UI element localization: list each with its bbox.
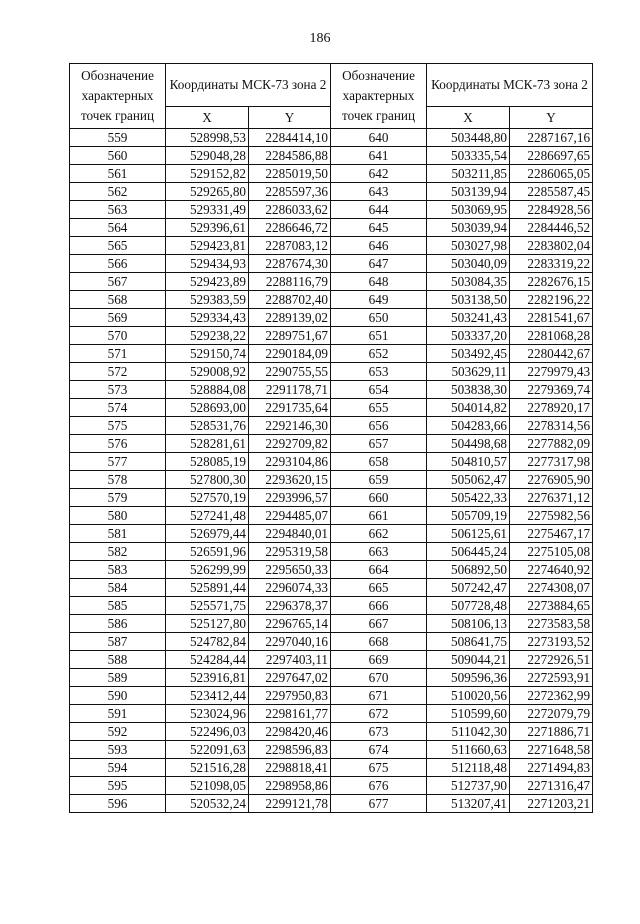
- cell-y-right: 2287167,16: [510, 129, 593, 147]
- cell-y-left: 2297647,02: [249, 669, 331, 687]
- cell-y-right: 2279979,43: [510, 363, 593, 381]
- cell-point-right: 649: [331, 291, 427, 309]
- table-row: [70, 183, 593, 201]
- table-row: [70, 561, 593, 579]
- cell-x-right: 503027,98: [427, 237, 510, 255]
- cell-point-right: 667: [331, 615, 427, 633]
- cell-y-left: 2298958,86: [249, 777, 331, 795]
- cell-x-right: 511042,30: [427, 723, 510, 741]
- cell-x-left: 529423,89: [166, 273, 249, 291]
- cell-y-right: 2271494,83: [510, 759, 593, 777]
- cell-point-right: 676: [331, 777, 427, 795]
- cell-point-right: 670: [331, 669, 427, 687]
- cell-x-right: 503138,50: [427, 291, 510, 309]
- cell-y-right: 2276371,12: [510, 489, 593, 507]
- cell-x-right: 503629,11: [427, 363, 510, 381]
- cell-point-left: 563: [70, 201, 166, 219]
- cell-point-right: 668: [331, 633, 427, 651]
- cell-x-right: 510020,56: [427, 687, 510, 705]
- cell-x-right: 503838,30: [427, 381, 510, 399]
- cell-x-right: 504498,68: [427, 435, 510, 453]
- cell-point-right: 672: [331, 705, 427, 723]
- cell-x-right: 511660,63: [427, 741, 510, 759]
- cell-y-right: 2273193,52: [510, 633, 593, 651]
- table-row: [70, 471, 593, 489]
- table-row: [70, 597, 593, 615]
- cell-y-right: 2280442,67: [510, 345, 593, 363]
- cell-point-right: 675: [331, 759, 427, 777]
- cell-x-right: 506445,24: [427, 543, 510, 561]
- cell-y-right: 2281068,28: [510, 327, 593, 345]
- cell-x-left: 528531,76: [166, 417, 249, 435]
- table-row: [70, 309, 593, 327]
- cell-x-left: 520532,24: [166, 795, 249, 813]
- table-row: [70, 363, 593, 381]
- cell-point-right: 655: [331, 399, 427, 417]
- table-row: [70, 453, 593, 471]
- cell-x-right: 506125,61: [427, 525, 510, 543]
- coords-header-left: Координаты МСК-73 зона 2: [166, 64, 331, 107]
- table-row: [70, 687, 593, 705]
- table-row: [70, 741, 593, 759]
- cell-point-left: 569: [70, 309, 166, 327]
- cell-point-right: 657: [331, 435, 427, 453]
- cell-x-left: 528693,00: [166, 399, 249, 417]
- cell-point-right: 661: [331, 507, 427, 525]
- cell-x-left: 529048,28: [166, 147, 249, 165]
- cell-point-left: 585: [70, 597, 166, 615]
- cell-y-right: 2284446,52: [510, 219, 593, 237]
- table-row: [70, 633, 593, 651]
- table-row: [70, 615, 593, 633]
- cell-y-left: 2291735,64: [249, 399, 331, 417]
- cell-y-left: 2292146,30: [249, 417, 331, 435]
- cell-point-left: 561: [70, 165, 166, 183]
- cell-y-left: 2298818,41: [249, 759, 331, 777]
- cell-x-left: 529152,82: [166, 165, 249, 183]
- cell-x-left: 529434,93: [166, 255, 249, 273]
- table-row: [70, 165, 593, 183]
- cell-x-left: 528998,53: [166, 129, 249, 147]
- cell-point-right: 646: [331, 237, 427, 255]
- cell-y-left: 2299121,78: [249, 795, 331, 813]
- table-row: [70, 345, 593, 363]
- cell-point-left: 590: [70, 687, 166, 705]
- cell-y-left: 2298596,83: [249, 741, 331, 759]
- cell-y-left: 2295319,58: [249, 543, 331, 561]
- cell-y-left: 2290184,09: [249, 345, 331, 363]
- cell-y-left: 2296765,14: [249, 615, 331, 633]
- cell-point-right: 664: [331, 561, 427, 579]
- cell-y-left: 2286033,62: [249, 201, 331, 219]
- cell-point-right: 659: [331, 471, 427, 489]
- table-row: [70, 147, 593, 165]
- table-row: [70, 723, 593, 741]
- cell-y-left: 2285019,50: [249, 165, 331, 183]
- cell-y-right: 2286697,65: [510, 147, 593, 165]
- cell-point-left: 591: [70, 705, 166, 723]
- table-row: [70, 507, 593, 525]
- cell-x-left: 526591,96: [166, 543, 249, 561]
- cell-x-left: 521098,05: [166, 777, 249, 795]
- cell-point-left: 571: [70, 345, 166, 363]
- cell-point-right: 640: [331, 129, 427, 147]
- cell-point-left: 592: [70, 723, 166, 741]
- cell-x-right: 506892,50: [427, 561, 510, 579]
- cell-point-right: 647: [331, 255, 427, 273]
- cell-y-left: 2284414,10: [249, 129, 331, 147]
- cell-point-left: 593: [70, 741, 166, 759]
- cell-x-right: 508106,13: [427, 615, 510, 633]
- cell-y-left: 2291178,71: [249, 381, 331, 399]
- cell-y-right: 2273583,58: [510, 615, 593, 633]
- table-row: [70, 237, 593, 255]
- cell-y-left: 2293996,57: [249, 489, 331, 507]
- cell-point-right: 642: [331, 165, 427, 183]
- table-row: [70, 579, 593, 597]
- table-row: [70, 489, 593, 507]
- y-header-right: Y: [510, 106, 593, 128]
- cell-y-right: 2283319,22: [510, 255, 593, 273]
- cell-x-right: 512737,90: [427, 777, 510, 795]
- cell-x-left: 522091,63: [166, 741, 249, 759]
- cell-y-right: 2271886,71: [510, 723, 593, 741]
- x-header-right: X: [427, 106, 510, 128]
- cell-x-right: 503084,35: [427, 273, 510, 291]
- cell-x-right: 504283,66: [427, 417, 510, 435]
- cell-y-right: 2278314,56: [510, 417, 593, 435]
- cell-y-left: 2292709,82: [249, 435, 331, 453]
- cell-point-right: 651: [331, 327, 427, 345]
- cell-x-right: 503139,94: [427, 183, 510, 201]
- cell-point-right: 662: [331, 525, 427, 543]
- cell-y-left: 2287674,30: [249, 255, 331, 273]
- table-header: [70, 64, 593, 129]
- cell-point-right: 654: [331, 381, 427, 399]
- cell-point-left: 573: [70, 381, 166, 399]
- cell-point-left: 586: [70, 615, 166, 633]
- cell-point-left: 595: [70, 777, 166, 795]
- page-number: 186: [309, 31, 331, 46]
- cell-y-left: 2290755,55: [249, 363, 331, 381]
- cell-x-left: 524782,84: [166, 633, 249, 651]
- cell-y-right: 2281541,67: [510, 309, 593, 327]
- cell-y-right: 2271316,47: [510, 777, 593, 795]
- cell-x-right: 507728,48: [427, 597, 510, 615]
- cell-x-right: 504810,57: [427, 453, 510, 471]
- cell-x-left: 522496,03: [166, 723, 249, 741]
- cell-x-right: 503039,94: [427, 219, 510, 237]
- cell-y-right: 2272362,99: [510, 687, 593, 705]
- cell-point-left: 560: [70, 147, 166, 165]
- cell-x-left: 529008,92: [166, 363, 249, 381]
- coordinates-table: [69, 63, 593, 813]
- cell-y-right: 2271203,21: [510, 795, 593, 813]
- cell-x-right: 505062,47: [427, 471, 510, 489]
- table-row: [70, 399, 593, 417]
- cell-point-right: 641: [331, 147, 427, 165]
- cell-y-right: 2276905,90: [510, 471, 593, 489]
- cell-point-right: 650: [331, 309, 427, 327]
- cell-point-left: 596: [70, 795, 166, 813]
- cell-y-right: 2285587,45: [510, 183, 593, 201]
- cell-point-left: 575: [70, 417, 166, 435]
- cell-point-left: 576: [70, 435, 166, 453]
- cell-point-left: 574: [70, 399, 166, 417]
- cell-point-left: 559: [70, 129, 166, 147]
- cell-point-right: 669: [331, 651, 427, 669]
- cell-y-left: 2289751,67: [249, 327, 331, 345]
- cell-x-left: 526299,99: [166, 561, 249, 579]
- cell-y-left: 2297040,16: [249, 633, 331, 651]
- cell-x-left: 527800,30: [166, 471, 249, 489]
- cell-y-left: 2288702,40: [249, 291, 331, 309]
- cell-x-right: 503040,09: [427, 255, 510, 273]
- cell-y-right: 2286065,05: [510, 165, 593, 183]
- cell-y-left: 2284586,88: [249, 147, 331, 165]
- cell-x-left: 529331,49: [166, 201, 249, 219]
- cell-point-left: 568: [70, 291, 166, 309]
- cell-x-right: 512118,48: [427, 759, 510, 777]
- cell-point-left: 588: [70, 651, 166, 669]
- cell-point-left: 572: [70, 363, 166, 381]
- cell-point-left: 587: [70, 633, 166, 651]
- cell-y-left: 2286646,72: [249, 219, 331, 237]
- cell-x-left: 527570,19: [166, 489, 249, 507]
- table-row: [70, 543, 593, 561]
- cell-x-left: 523024,96: [166, 705, 249, 723]
- cell-x-left: 529265,80: [166, 183, 249, 201]
- cell-y-right: 2272926,51: [510, 651, 593, 669]
- cell-x-left: 529423,81: [166, 237, 249, 255]
- cell-x-right: 513207,41: [427, 795, 510, 813]
- cell-point-right: 665: [331, 579, 427, 597]
- cell-x-right: 503241,43: [427, 309, 510, 327]
- cell-point-right: 677: [331, 795, 427, 813]
- cell-y-right: 2283802,04: [510, 237, 593, 255]
- cell-y-right: 2282676,15: [510, 273, 593, 291]
- cell-y-right: 2282196,22: [510, 291, 593, 309]
- cell-x-left: 529334,43: [166, 309, 249, 327]
- cell-point-left: 589: [70, 669, 166, 687]
- cell-point-right: 656: [331, 417, 427, 435]
- cell-point-left: 582: [70, 543, 166, 561]
- cell-point-right: 673: [331, 723, 427, 741]
- cell-y-left: 2287083,12: [249, 237, 331, 255]
- cell-x-left: 528884,08: [166, 381, 249, 399]
- cell-x-left: 527241,48: [166, 507, 249, 525]
- cell-y-left: 2288116,79: [249, 273, 331, 291]
- cell-point-right: 660: [331, 489, 427, 507]
- table-row: [70, 705, 593, 723]
- cell-point-left: 565: [70, 237, 166, 255]
- cell-y-left: 2297950,83: [249, 687, 331, 705]
- cell-x-right: 505709,19: [427, 507, 510, 525]
- cell-point-left: 564: [70, 219, 166, 237]
- cell-x-left: 524284,44: [166, 651, 249, 669]
- cell-y-left: 2295650,33: [249, 561, 331, 579]
- table-row: [70, 201, 593, 219]
- cell-x-left: 529150,74: [166, 345, 249, 363]
- cell-x-left: 528281,61: [166, 435, 249, 453]
- cell-y-right: 2274308,07: [510, 579, 593, 597]
- cell-x-right: 509596,36: [427, 669, 510, 687]
- y-header-left: Y: [249, 106, 331, 128]
- coords-header-right: Координаты МСК-73 зона 2: [427, 64, 593, 107]
- point-label-header-right: Обозначение характерных точек границ: [331, 64, 427, 129]
- cell-y-right: 2278920,17: [510, 399, 593, 417]
- cell-x-right: 503211,85: [427, 165, 510, 183]
- cell-y-right: 2272079,79: [510, 705, 593, 723]
- table-row: [70, 273, 593, 291]
- cell-point-left: 578: [70, 471, 166, 489]
- cell-point-right: 643: [331, 183, 427, 201]
- cell-x-left: 529238,22: [166, 327, 249, 345]
- cell-y-right: 2277882,09: [510, 435, 593, 453]
- x-header-left: X: [166, 106, 249, 128]
- cell-y-left: 2296074,33: [249, 579, 331, 597]
- cell-x-right: 503069,95: [427, 201, 510, 219]
- cell-point-left: 566: [70, 255, 166, 273]
- cell-x-left: 528085,19: [166, 453, 249, 471]
- cell-x-right: 510599,60: [427, 705, 510, 723]
- point-label-header-left: Обозначение характерных точек границ: [70, 64, 166, 129]
- cell-x-left: 525127,80: [166, 615, 249, 633]
- table-row: [70, 417, 593, 435]
- cell-x-left: 525891,44: [166, 579, 249, 597]
- cell-x-right: 504014,82: [427, 399, 510, 417]
- cell-point-right: 674: [331, 741, 427, 759]
- cell-point-right: 653: [331, 363, 427, 381]
- table-row: [70, 219, 593, 237]
- cell-x-right: 509044,21: [427, 651, 510, 669]
- cell-point-left: 581: [70, 525, 166, 543]
- cell-y-left: 2293620,15: [249, 471, 331, 489]
- cell-x-left: 523412,44: [166, 687, 249, 705]
- cell-point-left: 594: [70, 759, 166, 777]
- table-row: [70, 381, 593, 399]
- table-body: [70, 129, 593, 813]
- cell-point-right: 648: [331, 273, 427, 291]
- table-row: [70, 129, 593, 147]
- cell-point-right: 645: [331, 219, 427, 237]
- cell-point-right: 671: [331, 687, 427, 705]
- cell-x-right: 503492,45: [427, 345, 510, 363]
- cell-point-right: 658: [331, 453, 427, 471]
- cell-x-right: 503337,20: [427, 327, 510, 345]
- cell-point-right: 652: [331, 345, 427, 363]
- table-row: [70, 291, 593, 309]
- cell-point-left: 570: [70, 327, 166, 345]
- cell-x-right: 503448,80: [427, 129, 510, 147]
- cell-y-right: 2279369,74: [510, 381, 593, 399]
- cell-y-right: 2275105,08: [510, 543, 593, 561]
- cell-y-left: 2294840,01: [249, 525, 331, 543]
- cell-y-left: 2296378,37: [249, 597, 331, 615]
- cell-y-right: 2284928,56: [510, 201, 593, 219]
- cell-y-right: 2275982,56: [510, 507, 593, 525]
- cell-point-left: 579: [70, 489, 166, 507]
- cell-point-left: 567: [70, 273, 166, 291]
- cell-x-left: 529396,61: [166, 219, 249, 237]
- cell-y-left: 2289139,02: [249, 309, 331, 327]
- cell-y-left: 2293104,86: [249, 453, 331, 471]
- cell-x-left: 521516,28: [166, 759, 249, 777]
- cell-x-left: 523916,81: [166, 669, 249, 687]
- table-row: [70, 525, 593, 543]
- cell-point-left: 577: [70, 453, 166, 471]
- cell-x-right: 507242,47: [427, 579, 510, 597]
- cell-y-left: 2297403,11: [249, 651, 331, 669]
- cell-x-left: 525571,75: [166, 597, 249, 615]
- cell-point-right: 663: [331, 543, 427, 561]
- cell-y-left: 2285597,36: [249, 183, 331, 201]
- cell-y-right: 2271648,58: [510, 741, 593, 759]
- cell-y-left: 2298420,46: [249, 723, 331, 741]
- cell-y-right: 2274640,92: [510, 561, 593, 579]
- cell-point-right: 644: [331, 201, 427, 219]
- cell-y-right: 2277317,98: [510, 453, 593, 471]
- cell-x-right: 505422,33: [427, 489, 510, 507]
- table-row: [70, 435, 593, 453]
- cell-point-left: 562: [70, 183, 166, 201]
- table-row: [70, 255, 593, 273]
- cell-point-right: 666: [331, 597, 427, 615]
- table-row: [70, 327, 593, 345]
- cell-y-right: 2272593,91: [510, 669, 593, 687]
- cell-point-left: 583: [70, 561, 166, 579]
- cell-x-right: 503335,54: [427, 147, 510, 165]
- table-row: [70, 777, 593, 795]
- cell-y-right: 2275467,17: [510, 525, 593, 543]
- cell-y-left: 2294485,07: [249, 507, 331, 525]
- table-row: [70, 759, 593, 777]
- cell-x-left: 529383,59: [166, 291, 249, 309]
- cell-x-right: 508641,75: [427, 633, 510, 651]
- table-row: [70, 795, 593, 813]
- cell-point-left: 580: [70, 507, 166, 525]
- cell-y-right: 2273884,65: [510, 597, 593, 615]
- table-row: [70, 669, 593, 687]
- cell-x-left: 526979,44: [166, 525, 249, 543]
- cell-y-left: 2298161,77: [249, 705, 331, 723]
- table-row: [70, 651, 593, 669]
- cell-point-left: 584: [70, 579, 166, 597]
